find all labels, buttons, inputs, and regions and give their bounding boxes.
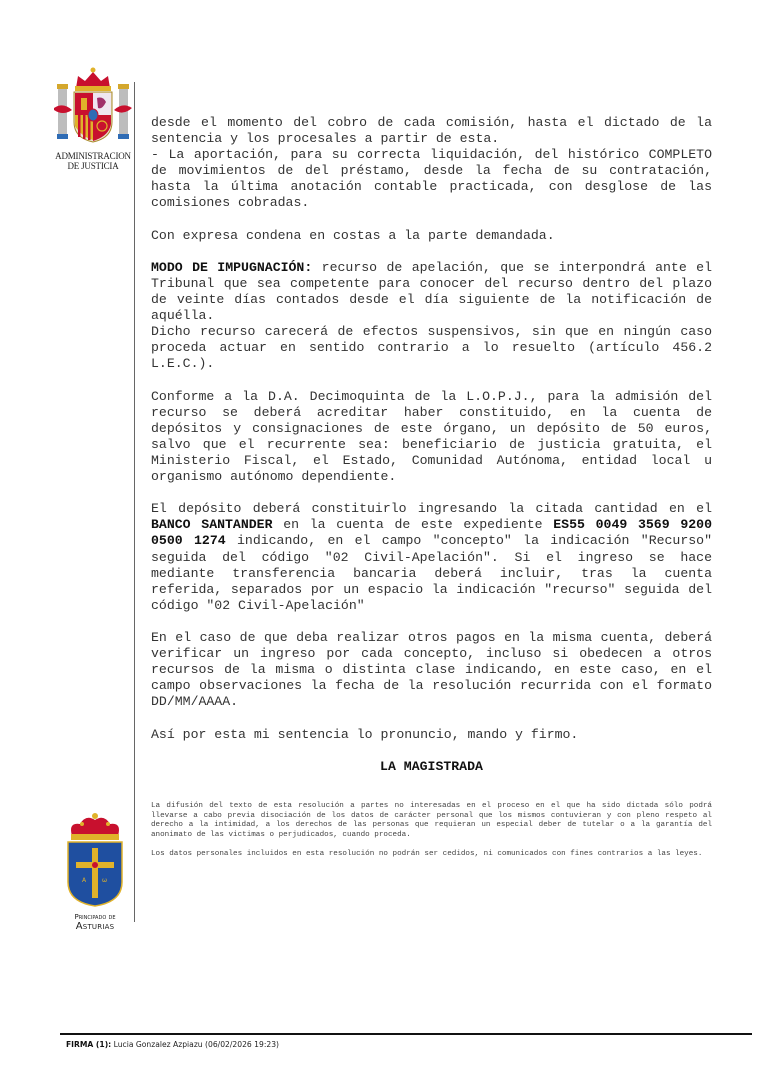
signature-label: FIRMA (1): — [66, 1040, 112, 1049]
deposit-paragraph: El depósito deberá constituirlo ingresando la citada cantidad en el BANCO SANTANDER en la cuenta de este expediente ES55 0049 3569 9200 0500 1274 indicando, en el campo "concepto" la indicación "Recurso" seguida del código "02 Civil-Apelación". Si el ingreso se hace mediante transferencia bancaria deberá incluir, tras la cuenta referida, separados por un espacio la indicación "recurso" seguida del código "02 Civil-Apelación" — [151, 501, 713, 613]
justicia-caption-line1: ADMINISTRACION — [55, 151, 131, 161]
privacy-notice — [151, 802, 712, 860]
bank-name: BANCO SANTANDER — [151, 517, 273, 533]
paragraph: - La aportación, para su correcta liquidación, del histórico COMPLETO de movimientos de del préstamo, desde la fecha de su contratación, hasta la última anotación contable practicada, con desglose de las comisiones cobradas. — [151, 147, 712, 211]
justicia-caption — [52, 151, 134, 171]
signature-footer — [66, 1040, 279, 1049]
impugnacion-paragraph: MODO DE IMPUGNACIÓN: recurso de apelación, que se interpondrá ante el Tribunal que sea competente para conocer del recurso dentro del plazo de veinte días contados desde el día siguiente de la notificación de aquélla. — [151, 259, 712, 324]
document-body — [151, 115, 712, 775]
paragraph: desde el momento del cobro de cada comisión, hasta el dictado de la sentencia y los procesales a partir de esta. — [151, 115, 712, 147]
spain-coat-of-arms-icon — [52, 66, 134, 146]
footer-rule — [60, 1033, 752, 1035]
asturias-coat-of-arms-icon — [60, 810, 130, 908]
paragraph: En el caso de que deba realizar otros pagos en la misma cuenta, deberá verificar un ingreso por cada concepto, incluso si obedecen a otros recursos de la misma o distinta clase indicando, en este caso, en el campo observaciones la fecha de la resolución recurrida con el formato DD/MM/AAAA. — [151, 630, 712, 710]
notice-paragraph: La difusión del texto de esta resolución a partes no interesadas en el proceso en el que ha sido dictada sólo podrá llevarse a cabo previa disociación de los datos de carácter personal que los mismos contuvieran y con pleno respeto al derecho a la intimidad, a los derechos de las personas que requieran un especial deber de tutelar o a la garantía del anonimato de las victimas o perjudicados, cuando proceda. — [151, 802, 712, 839]
notice-paragraph: Los datos personales incluidos en esta resolución no podrán ser cedidos, ni comunicados con fines contrarios a las leyes. — [151, 849, 703, 858]
paragraph: Conforme a la D.A. Decimoquinta de la L.O.P.J., para la admisión del recurso se deberá acreditar haber constituido, en la cuenta de depósitos y consignaciones de este órgano, un depósito de 50 euros, salvo que el recurrente sea: beneficiario de justicia gratuita, el Ministerio Fiscal, el Estado, Comunidad Autónoma, entidad local u organismo autónomo dependiente. — [151, 388, 712, 485]
signature-title: LA MAGISTRADA — [380, 758, 483, 774]
account-number: ES55 0049 3569 9200 0500 1274 — [151, 517, 712, 549]
paragraph: Dicho recurso carecerá de efectos suspensivos, sin que en ningún caso proceda actuar en sentido contrario a lo resuelto (artículo 456.2 L.E.C.). — [151, 324, 712, 372]
administracion-justicia-logo — [52, 66, 134, 174]
signer-info: Lucia Gonzalez Azpiazu (06/02/2026 19:23) — [113, 1040, 280, 1049]
asturias-caption-line1: Principado de — [74, 913, 116, 921]
asturias-caption-line2: Asturias — [75, 921, 115, 932]
impugnacion-label: MODO DE IMPUGNACIÓN: — [151, 259, 313, 275]
justicia-caption-line2: DE JUSTICIA — [67, 161, 119, 171]
asturias-caption — [60, 913, 130, 931]
paragraph: Así por esta mi sentencia lo pronuncio, mando y firmo. — [151, 726, 579, 742]
margin-rule — [134, 82, 135, 922]
svg-text:ω: ω — [102, 877, 108, 884]
svg-text:A: A — [82, 877, 87, 884]
principado-asturias-logo — [60, 810, 130, 935]
paragraph: Con expresa condena en costas a la parte demandada. — [151, 227, 555, 243]
